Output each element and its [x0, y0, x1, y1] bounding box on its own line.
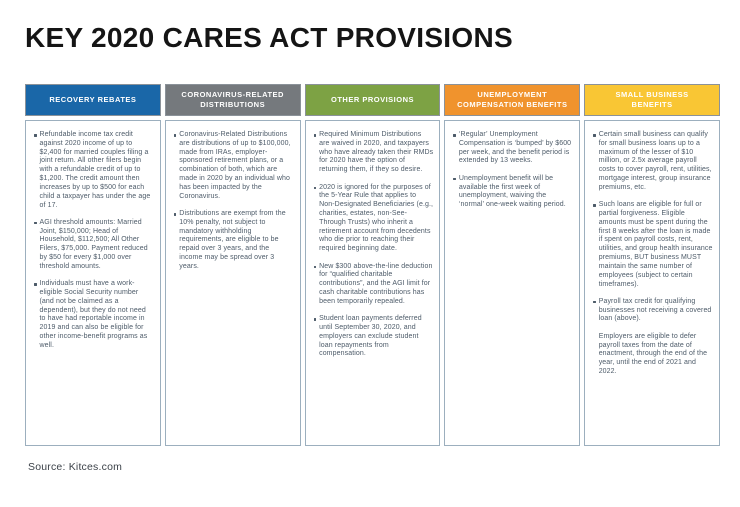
column-body-coronavirus-related-distributions [165, 120, 301, 446]
bullet-item [34, 280, 154, 351]
bullet-text: Coronavirus-Related Distributions are distributions of up to $100,000, made from IRAs, employer-sponsored retirement plans, or a combination of both, which are made in 2020 by an individual who has been impacted by the Coronavirus. [179, 131, 291, 200]
bullet-text: Unemployment benefit will be available the first week of unemployment, waiving the ‘normal’ one-week waiting period. [458, 174, 566, 209]
bullet-item [593, 131, 713, 193]
bullet-item [593, 333, 713, 377]
column-header-unemployment-compensation-benefits: UNEMPLOYMENT COMPENSATION BENEFITS [444, 84, 580, 116]
bullet-text: Individuals must have a work-eligible Social Security number (and not be claimed as a dependent), but they do not need to have had reportable income in 2019 and can also be eligible for other income-benefit programs as well. [39, 280, 148, 349]
bullet-text: Employers are eligible to defer payroll taxes from the date of enactment, through the end of the year, until the end of 2021 and 2022. [598, 332, 708, 375]
column-body-unemployment-compensation-benefits [444, 120, 580, 446]
bullet-item [593, 298, 713, 324]
bullet-dot [34, 222, 37, 225]
bullet-item [593, 201, 713, 289]
bullet-dot [593, 301, 596, 304]
page-title: KEY 2020 CARES ACT PROVISIONS [25, 22, 513, 53]
bullet-item [34, 219, 154, 272]
bullet-text: Such loans are eligible for full or partial forgiveness. Eligible amounts must be spent during the first 8 weeks after the loan is made if spent on payroll costs, rent, utilities, and group health insurance premiums, BUT business MUST maintain the same number of employees (subject to certain timeframes). [598, 201, 713, 288]
bullet-text: 2020 is ignored for the purposes of the 5-Year Rule that applies to Non-Designated Beneficiaries (e.g., charities, estates, non-See-Through Trusts) who inherit a retirement account from decedents who die prior to reaching their required beginning date. [319, 183, 434, 253]
bullet-dot [34, 283, 37, 286]
column-header-recovery-rebates: RECOVERY REBATES [25, 84, 161, 116]
provisions-columns [25, 84, 720, 446]
column-body-recovery-rebates [25, 120, 161, 446]
bullet-item [314, 263, 434, 307]
bullet-text: Refundable income tax credit against 2020 income of up to $2,400 for married couples filing a joint return. All other filers begin with a refundable credit of up to $1,200. The credit amount then increases by up to $500 for each child a taxpayer has under the age of 17. [39, 131, 151, 209]
bullet-text: AGI threshold amounts: Married Joint, $150,000; Head of Household, $112,500; All Other Filers, $75,000. Payment reduced by $50 for every $1,000 over threshold amounts. [39, 218, 148, 270]
bullet-item [174, 210, 294, 272]
bullet-text: New $300 above-the-line deduction for “qualified charitable contributions”, and the AGI limit for cash charitable contributions has been temporarily repealed. [319, 262, 433, 305]
column-small-business-benefits [584, 84, 720, 446]
bullet-dot [174, 213, 177, 216]
source-attribution: Source: Kitces.com [28, 461, 123, 473]
bullet-dot [314, 318, 317, 321]
bullet-dot [314, 266, 317, 269]
bullet-item [314, 131, 434, 175]
column-header-other-provisions: OTHER PROVISIONS [305, 84, 441, 116]
column-header-coronavirus-related-distributions: CORONAVIRUS-RELATED DISTRIBUTIONS [165, 84, 301, 116]
bullet-dot [453, 134, 456, 137]
bullet-dot [314, 134, 317, 137]
bullet-item [453, 131, 573, 166]
bullet-text: Required Minimum Distributions are waived in 2020, and taxpayers who have already taken their RMDs for 2020 have the option of returning them, if they so desire. [319, 131, 434, 174]
bullet-text: ‘Regular’ Unemployment Compensation is ‘bumped’ by $600 per week, and the benefit period is extended by 13 weeks. [458, 131, 572, 165]
column-other-provisions [305, 84, 441, 446]
bullet-dot [174, 134, 177, 137]
column-body-small-business-benefits [584, 120, 720, 446]
bullet-item [314, 184, 434, 255]
bullet-item [314, 315, 434, 359]
bullet-dot [314, 187, 317, 190]
bullet-text: Distributions are exempt from the 10% penalty, not subject to mandatory withholding requirements, are eligible to be repaid over 3 years, and the income may be spread over 3 years. [179, 210, 286, 270]
column-body-other-provisions [305, 120, 441, 446]
bullet-item [453, 175, 573, 210]
bullet-dot [593, 204, 596, 207]
column-coronavirus-related-distributions [165, 84, 301, 446]
bullet-dot [453, 178, 456, 181]
column-unemployment-compensation-benefits [444, 84, 580, 446]
bullet-dot [34, 134, 37, 137]
bullet-text: Student loan payments deferred until September 30, 2020, and employers can exclude student loan repayments from compensation. [319, 315, 422, 358]
bullet-dot [593, 134, 596, 137]
bullet-item [174, 131, 294, 202]
bullet-text: Certain small business can qualify for small business loans up to a maximum of the lesser of $10 million, or 2.5x average payroll costs to cover payroll, rent, utilities, mortgage interest, group insurance premiums, etc. [598, 131, 712, 191]
bullet-item [34, 131, 154, 210]
bullet-text: Payroll tax credit for qualifying businesses not receiving a covered loan (above). [598, 297, 712, 323]
column-header-small-business-benefits: SMALL BUSINESS BENEFITS [584, 84, 720, 116]
column-recovery-rebates [25, 84, 161, 446]
